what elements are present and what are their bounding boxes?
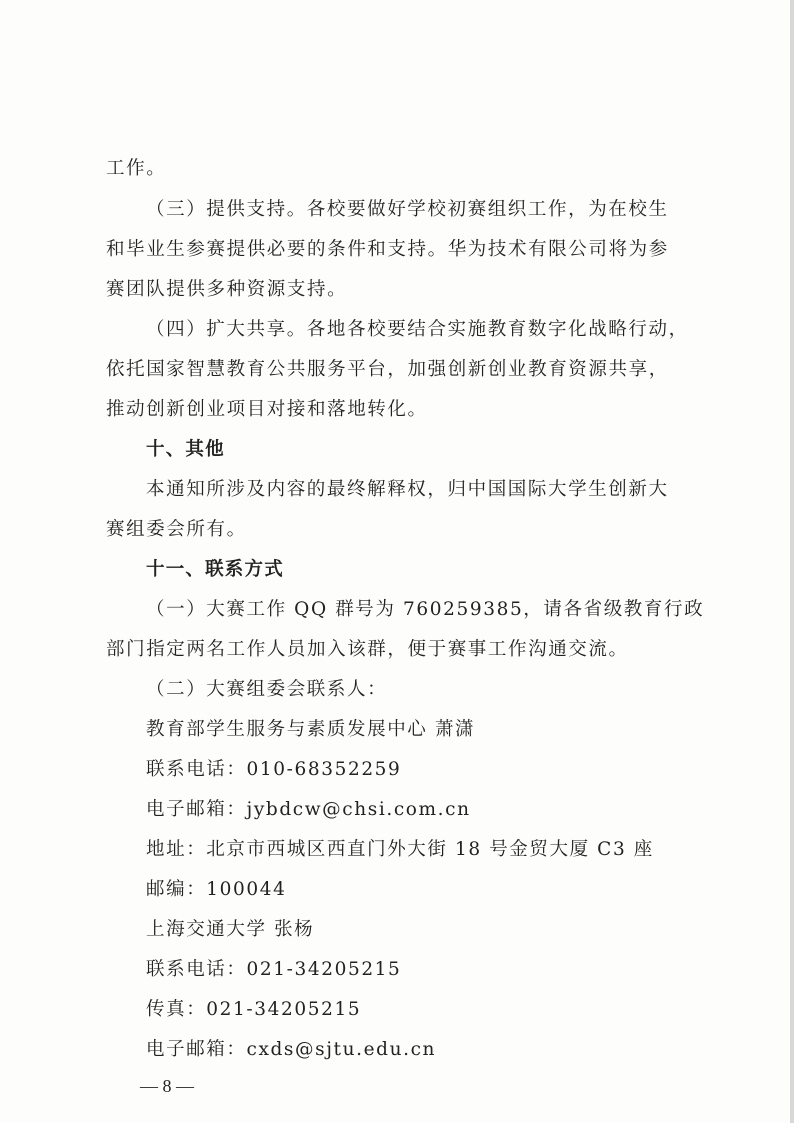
contact-sjtu-phone: 联系电话：021-34205215 (146, 959, 402, 980)
paragraph-expand-sharing-line-3: 推动创新创业项目对接和落地转化。 (106, 399, 428, 420)
paragraph-qq-group-line-1: （一）大赛工作 QQ 群号为 760259385，请各省级教育行政 (146, 599, 705, 620)
page-number: — 8 — (140, 1076, 194, 1096)
section-heading-contact: 十一、联系方式 (146, 559, 284, 580)
paragraph-continuation: 工作。 (106, 158, 167, 179)
contact-moe-address: 地址：北京市西城区西直门外大街 18 号金贸大厦 C3 座 (146, 839, 654, 860)
section-heading-other: 十、其他 (146, 439, 225, 460)
paragraph-provide-support-line-3: 赛团队提供多种资源支持。 (106, 279, 348, 300)
paragraph-qq-group-line-2: 部门指定两名工作人员加入该群，便于赛事工作沟通交流。 (106, 639, 629, 660)
contact-moe-center: 教育部学生服务与素质发展中心 萧潇 (146, 719, 476, 740)
contact-committee-label: （二）大赛组委会联系人： (146, 679, 388, 700)
paragraph-provide-support-line-2: 和毕业生参赛提供必要的条件和支持。华为技术有限公司将为参 (106, 239, 669, 260)
paragraph-expand-sharing-line-2: 依托国家智慧教育公共服务平台，加强创新创业教育资源共享， (106, 359, 669, 380)
paragraph-interpretation-line-1: 本通知所涉及内容的最终解释权，归中国国际大学生创新大 (146, 479, 669, 500)
contact-sjtu-email: 电子邮箱：cxds@sjtu.edu.cn (146, 1039, 437, 1060)
contact-moe-phone: 联系电话：010-68352259 (146, 759, 402, 780)
contact-sjtu-fax: 传真：021-34205215 (146, 999, 362, 1020)
contact-moe-postcode: 邮编：100044 (146, 879, 287, 900)
contact-sjtu-name: 上海交通大学 张杨 (146, 919, 315, 940)
paragraph-provide-support-line-1: （三）提供支持。各校要做好学校初赛组织工作，为在校生 (146, 199, 669, 220)
paragraph-interpretation-line-2: 赛组委会所有。 (106, 519, 247, 540)
paragraph-expand-sharing-line-1: （四）扩大共享。各地各校要结合实施教育数字化战略行动， (146, 319, 689, 340)
contact-moe-email: 电子邮箱：jybdcw@chsi.com.cn (146, 799, 471, 820)
